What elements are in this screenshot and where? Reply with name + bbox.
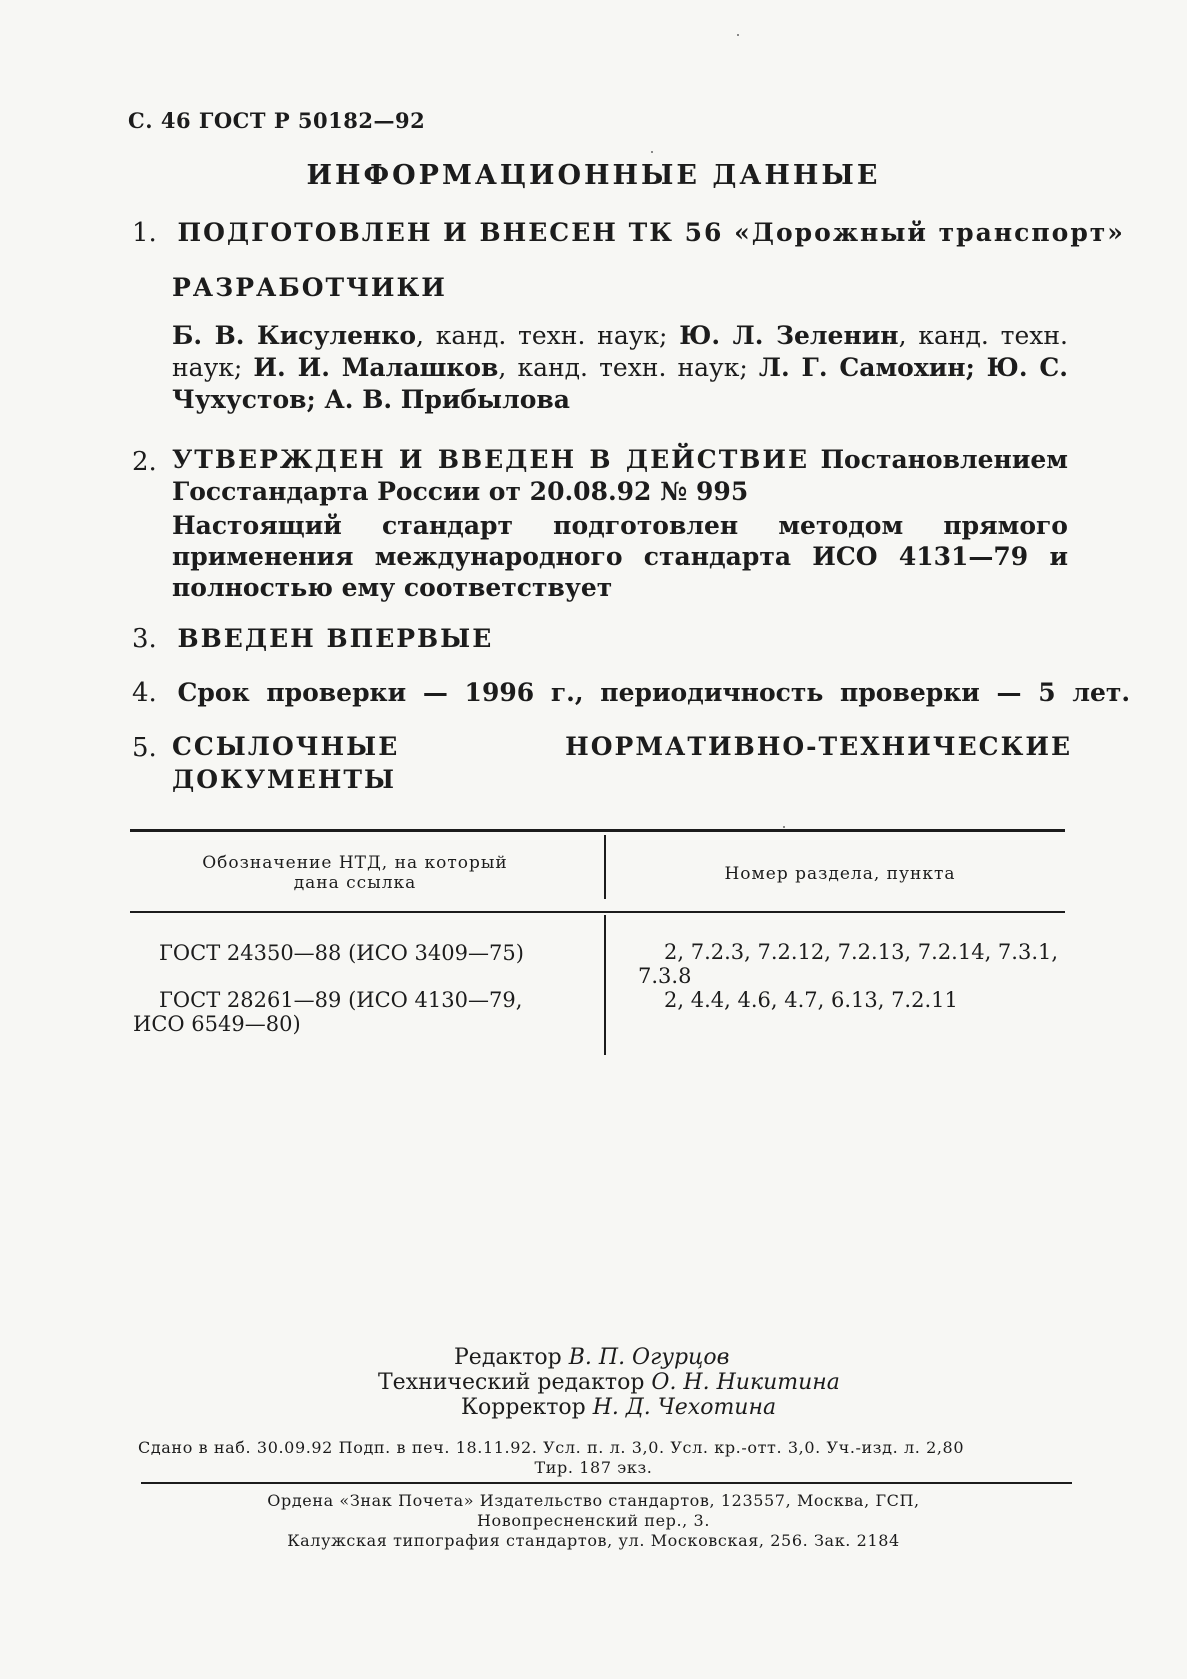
imprint-print-data: Сдано в наб. 30.09.92 Подп. в печ. 18.11.92. Усл. п. л. 3,0. Усл. кр.-отт. 3,0. Уч.-изд. л. 2,80 bbox=[138, 1438, 965, 1457]
table-header-left: Обозначение НТД, на который дана ссылка bbox=[202, 853, 508, 893]
item-3 bbox=[132, 624, 493, 654]
page-header: С. 46 ГОСТ Р 50182—92 bbox=[128, 108, 426, 133]
item-2-number: 2. bbox=[132, 447, 157, 477]
imprint-address: Новопресненский пер., 3. bbox=[476, 1511, 711, 1530]
developer-title: , канд. техн. наук; bbox=[172, 321, 1068, 382]
item-1 bbox=[132, 218, 1125, 248]
developer-name: Л. Г. Самохин; Ю. С. Чухустов; А. В. Прибылова bbox=[172, 353, 1068, 414]
developer-name: Ю. Л. Зеленин bbox=[679, 321, 899, 350]
item-number: 3. bbox=[132, 624, 157, 654]
item-number: 1. bbox=[132, 218, 157, 248]
imprint-circulation: Тир. 187 экз. bbox=[534, 1458, 653, 1477]
credit-proofreader bbox=[461, 1395, 776, 1420]
developers-heading: РАЗРАБОТЧИКИ bbox=[172, 273, 447, 302]
item-4 bbox=[132, 678, 1130, 708]
table-row bbox=[664, 988, 1084, 1012]
scan-speck bbox=[737, 34, 739, 36]
developer-name: И. И. Малашков bbox=[253, 353, 499, 382]
developer-title: , канд. техн. наук; bbox=[498, 353, 759, 382]
imprint-printer: Калужская типография стандартов, ул. Московская, 256. Зак. 2184 bbox=[287, 1531, 900, 1550]
scan-speck bbox=[783, 826, 785, 828]
table-body-divider bbox=[604, 915, 606, 1055]
developer-name: Б. В. Кисуленко bbox=[172, 321, 417, 350]
table-header-right: Номер раздела, пункта bbox=[724, 864, 956, 884]
table-cell-doc: ГОСТ 28261—89 (ИСО 4130—79, ИСО 6549—80) bbox=[133, 988, 523, 1036]
item-text: ПОДГОТОВЛЕН И ВНЕСЕН ТК 56 «Дорожный транспорт» bbox=[177, 218, 1125, 247]
credit-name: Н. Д. Чехотина bbox=[592, 1395, 777, 1420]
credit-label: Корректор bbox=[461, 1395, 586, 1420]
table-top-rule bbox=[130, 829, 1065, 832]
table-row bbox=[133, 941, 573, 965]
table-cell-doc: ГОСТ 24350—88 (ИСО 3409—75) bbox=[159, 941, 524, 965]
table-row bbox=[133, 988, 573, 1036]
table-row bbox=[638, 940, 1078, 988]
credit-label: Редактор bbox=[454, 1345, 562, 1370]
item-2 bbox=[172, 444, 1068, 508]
credit-tech-editor bbox=[378, 1370, 840, 1395]
table-header-divider bbox=[604, 835, 606, 899]
page-title: ИНФОРМАЦИОННЫЕ ДАННЫЕ bbox=[306, 160, 881, 191]
item-number: 4. bbox=[132, 678, 157, 708]
developers-list bbox=[172, 320, 1068, 416]
credit-label: Технический редактор bbox=[378, 1370, 645, 1395]
table-cell-sections: 2, 7.2.3, 7.2.12, 7.2.13, 7.2.14, 7.3.1, 7.3.8 bbox=[638, 940, 1059, 988]
item-2-note: Настоящий стандарт подготовлен методом прямого применения международного стандарта ИСО 4131—79 и полностью ему соответствует bbox=[172, 511, 1068, 602]
credit-editor bbox=[454, 1345, 729, 1370]
table-header-rule bbox=[130, 911, 1065, 913]
credit-name: О. Н. Никитина bbox=[651, 1370, 840, 1395]
table-cell-sections: 2, 4.4, 4.6, 4.7, 6.13, 7.2.11 bbox=[664, 988, 958, 1012]
item-2-rest: Постановлением Госстандарта России от 20.08.92 № 995 bbox=[172, 445, 1068, 506]
imprint-publisher: Ордена «Знак Почета» Издательство стандартов, 123557, Москва, ГСП, bbox=[267, 1491, 920, 1510]
developer-title: , канд. техн. наук; bbox=[416, 321, 680, 350]
credit-name: В. П. Огурцов bbox=[568, 1345, 730, 1370]
item-5-number: 5. bbox=[132, 733, 157, 763]
item-text: Срок проверки — 1996 г., периодичность проверки — 5 лет. bbox=[177, 678, 1131, 707]
item-5-text: ССЫЛОЧНЫЕ НОРМАТИВНО-ТЕХНИЧЕСКИЕ ДОКУМЕНТЫ bbox=[172, 732, 1072, 794]
scan-speck bbox=[651, 151, 653, 153]
item-2-lead: УТВЕРЖДЕН И ВВЕДЕН В ДЕЙСТВИЕ bbox=[172, 445, 810, 474]
item-text: ВВЕДЕН ВПЕРВЫЕ bbox=[177, 624, 494, 653]
imprint-divider bbox=[141, 1482, 1072, 1484]
